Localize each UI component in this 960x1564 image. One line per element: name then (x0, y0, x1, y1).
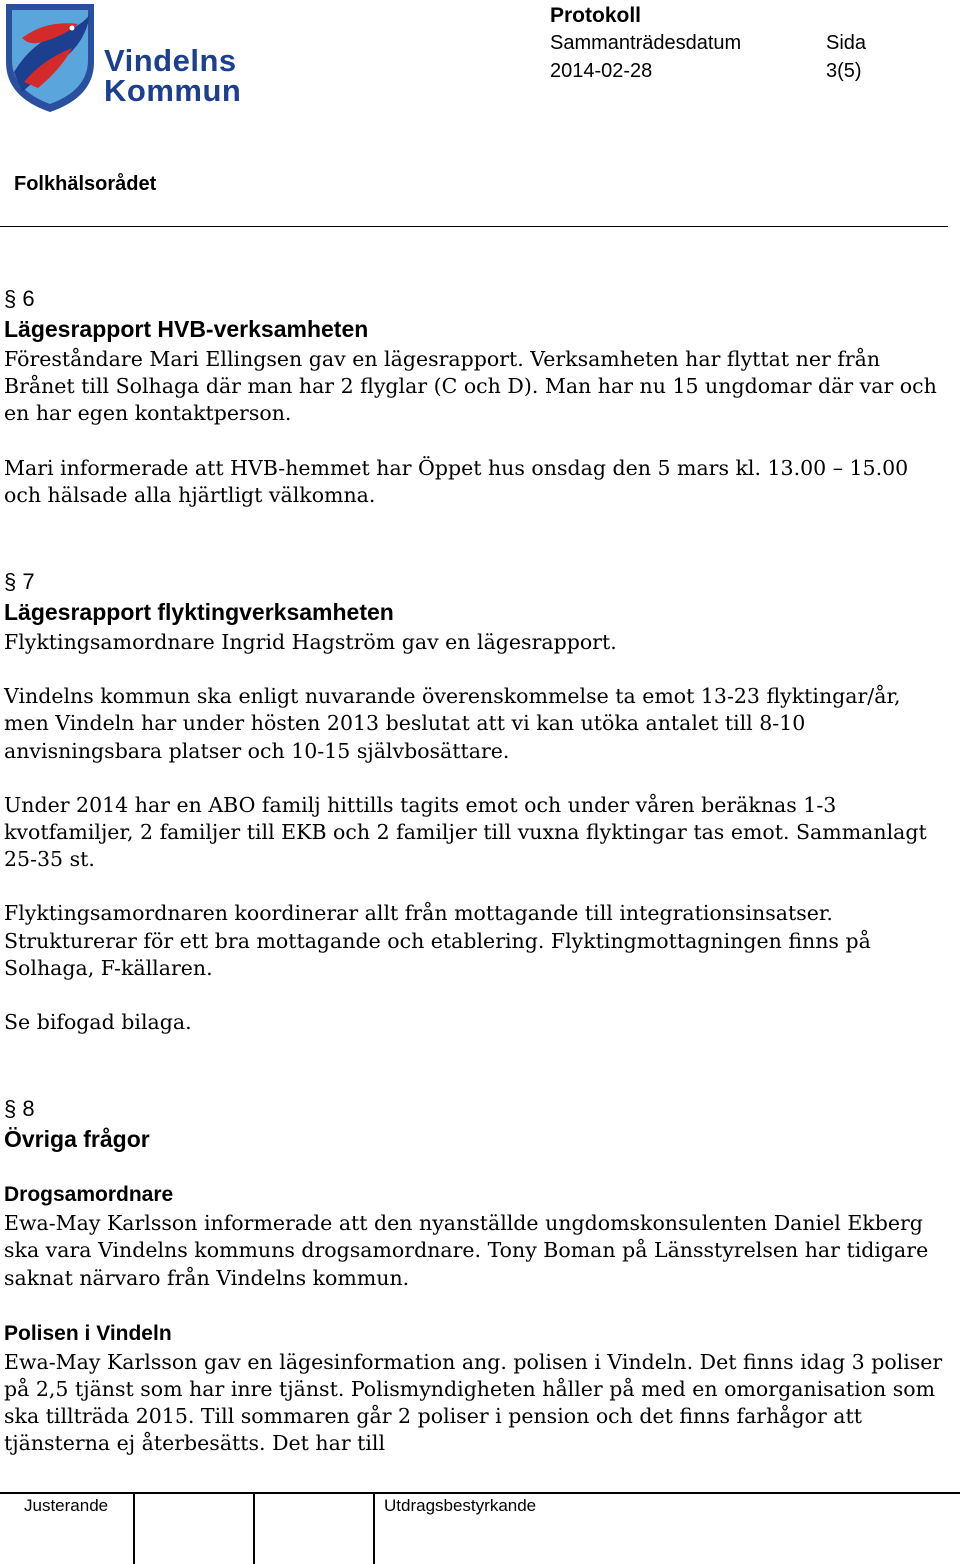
paragraph: Flyktingsamordnaren koordinerar allt från mottagande till integrationsinsatser. Strukturerar för ett bra mottagande och etablering. Flyktingmottagningen finns på Solhaga, F-källaren. (4, 901, 871, 980)
footer-label-justerande: Justerande (24, 1496, 109, 1515)
paragraph: Ewa-May Karlsson informerade att den nyanställde ungdomskonsulenten Daniel Ekberg ska vara Vindelns kommuns drogsamordnare. Tony Boman på Länsstyrelsen har tidigare saknat närvaro från Vindelns kommun. (4, 1211, 929, 1290)
document-type: Protokoll (550, 4, 642, 27)
section-title: Lägesrapport HVB-verksamheten (4, 316, 369, 342)
footer-label-utdragsbestyrkande: Utdragsbestyrkande (384, 1496, 537, 1515)
section-title: Övriga frågor (4, 1126, 150, 1153)
header-divider (0, 226, 948, 227)
section-number: § 6 (4, 286, 35, 311)
section-number: § 8 (4, 1096, 35, 1122)
paragraph: Mari informerade att HVB-hemmet har Öppet hus onsdag den 5 mars kl. 13.00 – 15.00 och hälsade alla hjärtligt välkomna. (4, 455, 909, 507)
salmon-emblem-icon (2, 2, 102, 114)
page-label: Sida (826, 32, 867, 54)
meeting-date-label: Sammanträdesdatum (550, 32, 742, 54)
signature-box (135, 1492, 255, 1564)
department-name: Folkhälsorådet (14, 173, 157, 195)
minutes-content (4, 286, 944, 1458)
paragraph: Se bifogad bilaga. (4, 1010, 192, 1035)
section-title: Lägesrapport flyktingverksamheten (4, 599, 394, 626)
section-6 (4, 286, 944, 509)
subsection-title: Drogsamordnare (4, 1183, 174, 1207)
section-7 (4, 569, 944, 1036)
page-number: 3(5) (826, 60, 862, 82)
paragraph: Under 2014 har en ABO familj hittills tagits emot och under våren beräknas 1-3 kvotfamiljer, 2 familjer till EKB och 2 familjer till vuxna flyktingar tas emot. Sammanlagt 25-35 st. (4, 792, 927, 872)
signature-box (255, 1492, 375, 1564)
section-number: § 7 (4, 569, 35, 595)
paragraph: Ewa-May Karlsson gav en lägesinformation ang. polisen i Vindeln. Det finns idag 3 poliser på 2,5 tjänst som har inre tjänst. Polismyndigheten håller på med en omorganisation som ska tillträda 2015. Till sommaren går 2 poliser i pension och det finns farhågor att tjänsterna ej återbesätts. Det har till (4, 1349, 943, 1456)
paragraph: Föreståndare Mari Ellingsen gav en lägesrapport. Verksamheten har flyttat ner från Brånet till Solhaga där man har 2 flyglar (C och D). Man har nu 15 ungdomar där var och en har egen kontaktperson. (4, 347, 937, 426)
section-8 (4, 1096, 944, 1457)
municipality-logo (2, 2, 242, 114)
meeting-date: 2014-02-28 (550, 60, 653, 82)
subsection-title: Polisen i Vindeln (4, 1321, 172, 1345)
logo-line-1: Vindelns (104, 43, 237, 78)
logo-line-2: Kommun (104, 73, 242, 108)
paragraph: Flyktingsamordnare Ingrid Hagström gav en lägesrapport. (4, 630, 617, 655)
paragraph: Vindelns kommun ska enligt nuvarande överenskommelse ta emot 13-23 flyktingar/år, men Vindeln har under hösten 2013 beslutat att vi kan utöka antalet till 8-10 anvisningsbara platser och 10-15 självbosättare. (4, 684, 901, 763)
